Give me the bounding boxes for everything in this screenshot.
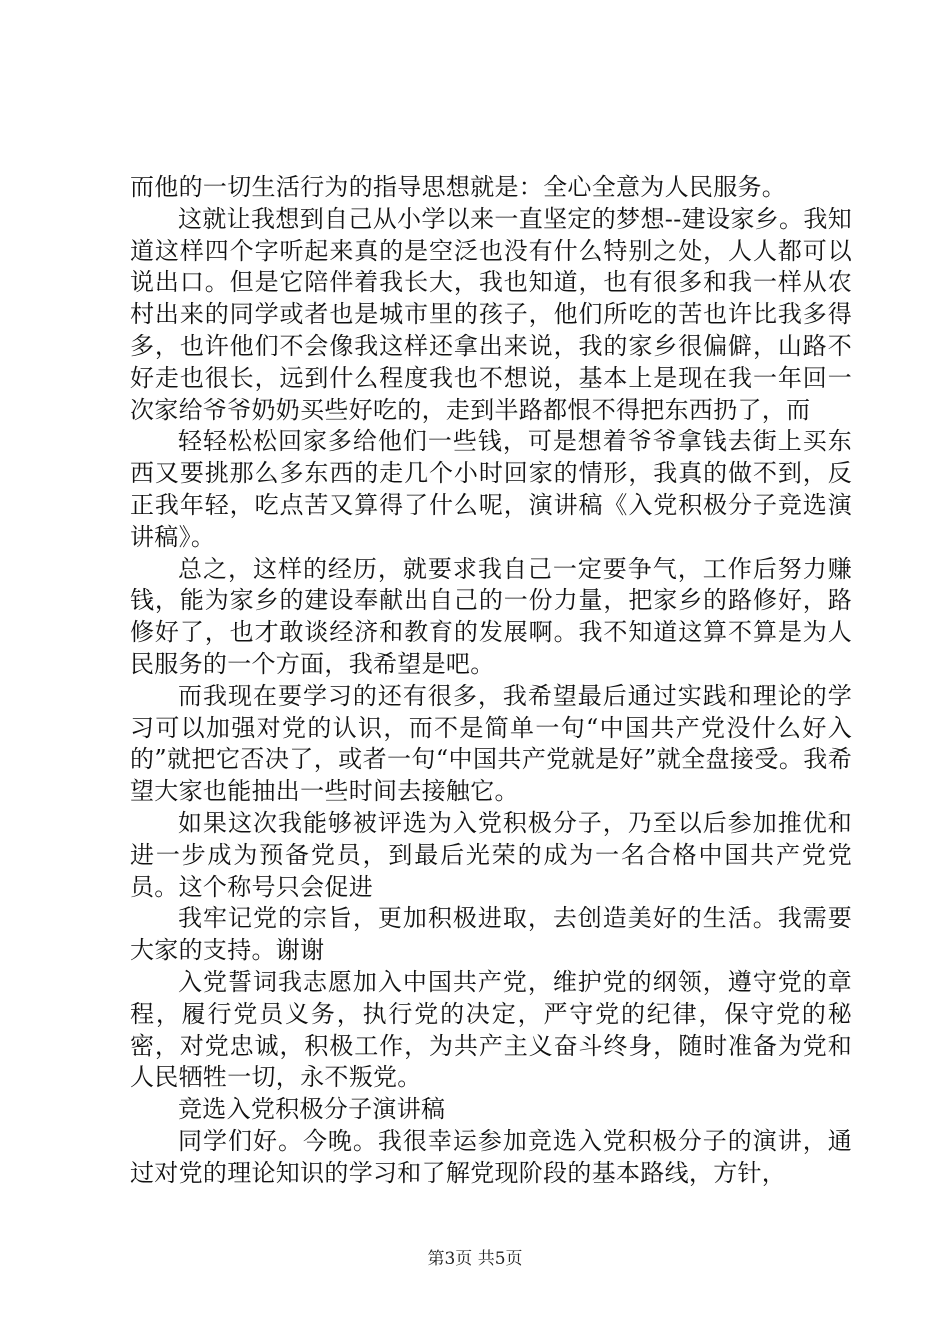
paragraph: 入党誓词我志愿加入中国共产党，维护党的纲领，遵守党的章程，履行党员义务，执行党的决定，严守党的纪律，保守党的秘密，对党忠诚，积极工作，为共产主义奋斗终身，随时准备为党和人民牺牲一切，永不叛党。 <box>130 967 852 1092</box>
paragraph: 轻轻松松回家多给他们一些钱，可是想着爷爷拿钱去街上买东西又要挑那么多东西的走几个小时回家的情形，我真的做不到，反正我年轻，吃点苦又算得了什么呢，演讲稿《入党积极分子竞选演讲稿》。 <box>130 427 852 551</box>
section-heading: 竞选入党积极分子演讲稿 <box>178 1095 446 1124</box>
document-body <box>130 172 852 1190</box>
paragraph: 总之，这样的经历，就要求我自己一定要争气，工作后努力赚钱，能为家乡的建设奉献出自己的一份力量，把家乡的路修好，路修好了，也才敢谈经济和教育的发展啊。我不知道这算不算是为人民服务的一个方面，我希望是吧。 <box>130 554 852 678</box>
paragraph: 而我现在要学习的还有很多，我希望最后通过实践和理论的学习可以加强对党的认识，而不是简单一句“中国共产党没什么好入的”就把它否决了，或者一句“中国共产党就是好”就全盘接受。我希望大家也能抽出一些时间去接触它。 <box>130 681 852 806</box>
paragraph: 这就让我想到自己从小学以来一直坚定的梦想--建设家乡。我知道这样四个字听起来真的是空泛也没有什么特别之处，人人都可以说出口。但是它陪伴着我长大，我也知道，也有很多和我一样从农村出来的同学或者也是城市里的孩子，他们所吃的苦也许比我多得多，也许他们不会像我这样还拿出来说，我的家乡很偏僻，山路不好走也很长，远到什么程度我也不想说，基本上是现在我一年回一次家给爷爷奶奶买些好吃的，走到半路都恨不得把东西扔了，而 <box>130 204 852 424</box>
paragraph: 同学们好。今晚。我很幸运参加竞选入党积极分子的演讲，通过对党的理论知识的学习和了解党现阶段的基本路线，方针， <box>130 1126 852 1187</box>
paragraph: 如果这次我能够被评选为入党积极分子，乃至以后参加推优和进一步成为预备党员，到最后光荣的成为一名合格中国共产党党员。这个称号只会促进 <box>130 808 852 901</box>
paragraph: 我牢记党的宗旨，更加积极进取，去创造美好的生活。我需要大家的支持。谢谢 <box>130 904 852 965</box>
page-footer: 第3页 共5页 <box>427 1249 523 1269</box>
paragraph: 而他的一切生活行为的指导思想就是：全心全意为人民服务。 <box>130 173 787 201</box>
